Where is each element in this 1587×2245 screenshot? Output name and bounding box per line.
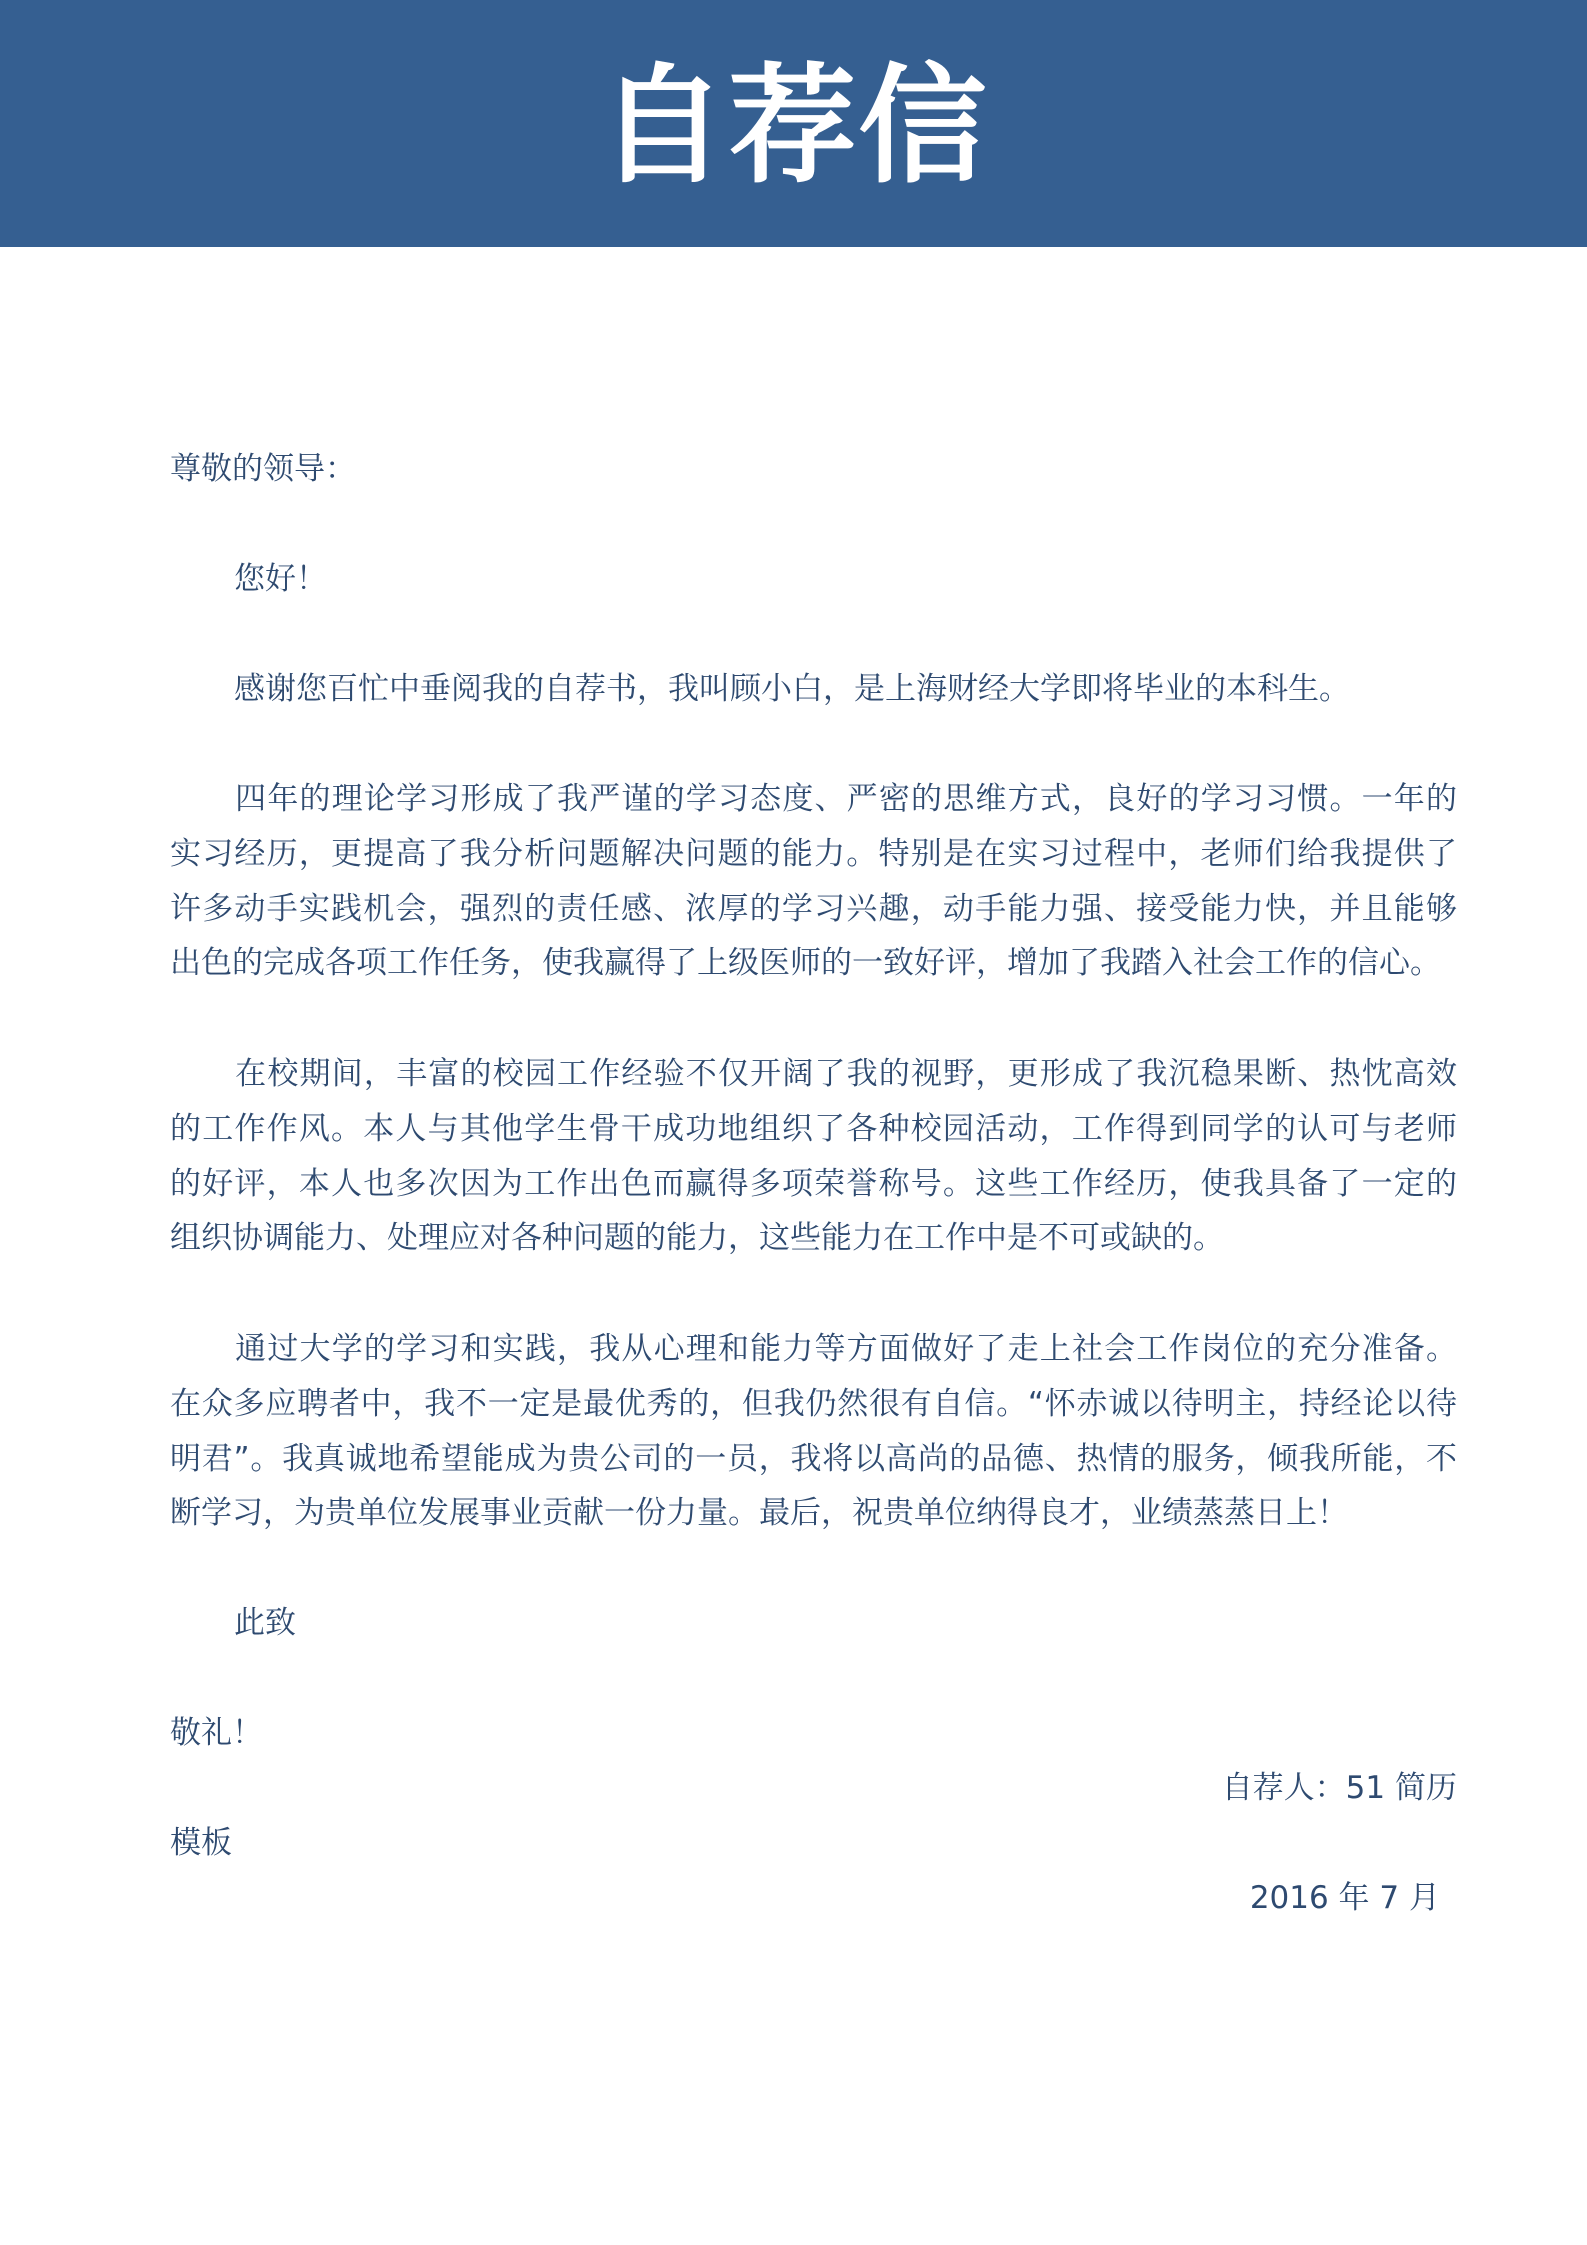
date: 2016 年 7 月 [1249, 1880, 1440, 1916]
signature-continued: 模板 [170, 1825, 232, 1861]
paragraph-2-line: 的工作作风。本人与其他学生骨干成功地组织了各种校园活动，工作得到同学的认可与老师 [170, 1111, 1457, 1147]
salutation: 尊敬的领导： [170, 451, 356, 487]
page-title: 自荐信 [598, 52, 989, 201]
closing-line-1: 此致 [234, 1605, 296, 1641]
paragraph-2-line: 组织协调能力、处理应对各种问题的能力，这些能力在工作中是不可或缺的。 [170, 1220, 1224, 1256]
paragraph-1-line: 出色的完成各项工作任务，使我赢得了上级医师的一致好评，增加了我踏入社会工作的信心。 [170, 945, 1441, 981]
header-band [0, 0, 1587, 247]
greeting: 您好！ [234, 561, 327, 597]
paragraph-3-line: 在众多应聘者中，我不一定是最优秀的，但我仍然很有自信。“怀赤诚以待明主，持经论以待 [170, 1386, 1457, 1422]
paragraph-1-line: 四年的理论学习形成了我严谨的学习态度、严密的思维方式，良好的学习习惯。一年的 [234, 781, 1457, 817]
paragraph-1-line: 实习经历，更提高了我分析问题解决问题的能力。特别是在实习过程中，老师们给我提供了 [170, 836, 1457, 872]
paragraph-2-line: 在校期间，丰富的校园工作经验不仅开阔了我的视野，更形成了我沉稳果断、热忱高效 [234, 1056, 1457, 1092]
closing-line-2: 敬礼！ [170, 1715, 263, 1751]
paragraph-3-line: 明君”。我真诚地希望能成为贵公司的一员，我将以高尚的品德、热情的服务，倾我所能，不 [170, 1441, 1457, 1477]
signature: 自荐人：51 简历 [1221, 1770, 1457, 1806]
paragraph-3-line: 通过大学的学习和实践，我从心理和能力等方面做好了走上社会工作岗位的充分准备。 [234, 1331, 1457, 1367]
intro-paragraph: 感谢您百忙中垂阅我的自荐书，我叫顾小白，是上海财经大学即将毕业的本科生。 [234, 671, 1350, 707]
paragraph-3-line: 断学习，为贵单位发展事业贡献一份力量。最后，祝贵单位纳得良才，业绩蒸蒸日上！ [170, 1495, 1348, 1531]
paragraph-2-line: 的好评，本人也多次因为工作出色而赢得多项荣誉称号。这些工作经历，使我具备了一定的 [170, 1166, 1457, 1202]
paragraph-1-line: 许多动手实践机会，强烈的责任感、浓厚的学习兴趣，动手能力强、接受能力快，并且能够 [170, 891, 1457, 927]
